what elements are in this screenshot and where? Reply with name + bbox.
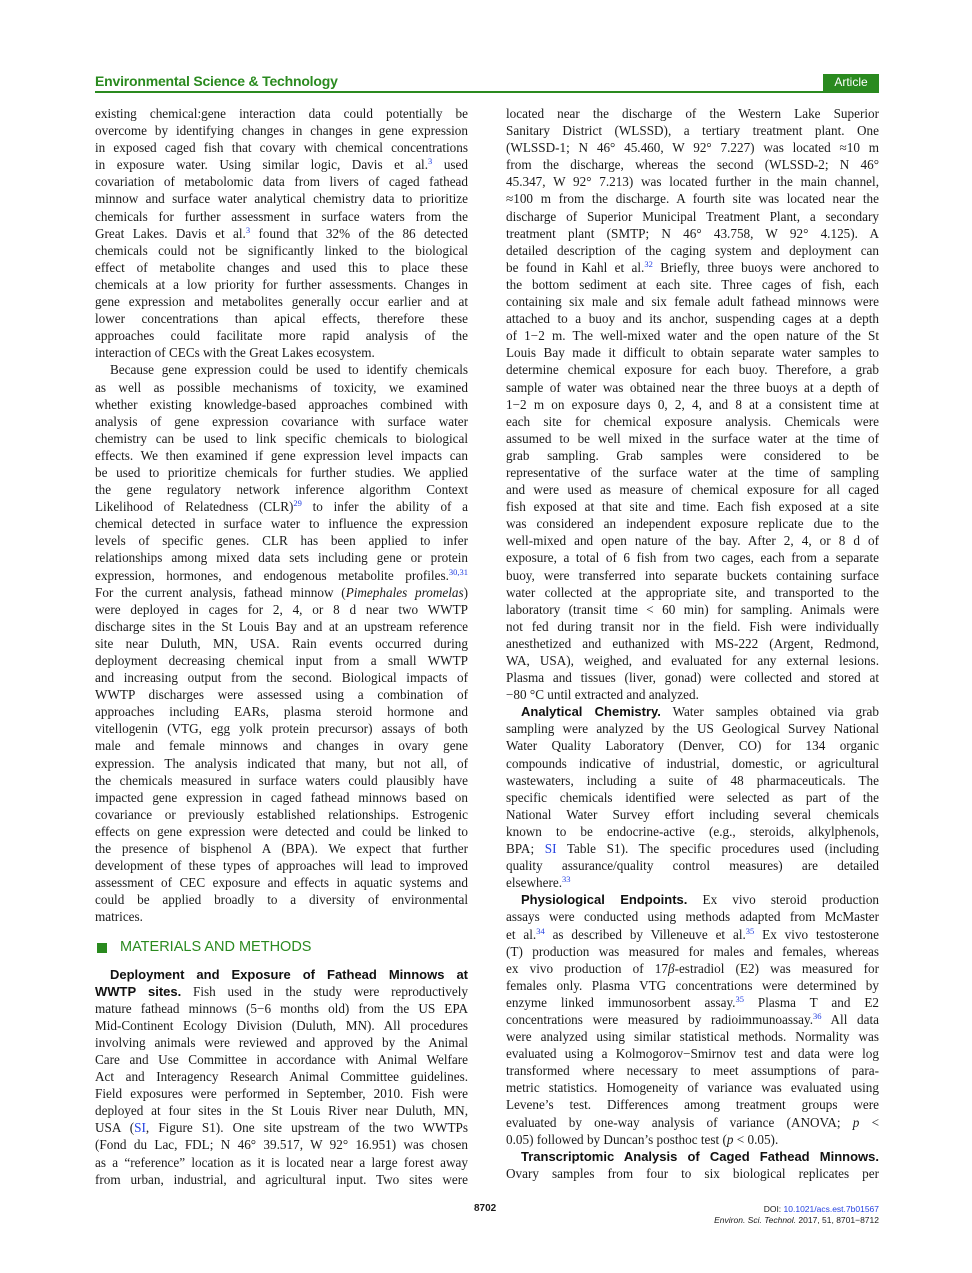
text-line: (T) production was measured for males and females, whereas [506, 943, 879, 959]
si-link[interactable]: SI [134, 1120, 146, 1136]
text-line: expression. The analysis indicated that many, but not all, of [95, 755, 468, 771]
text-line: representative of the surface water at the time of sampling [506, 464, 879, 480]
section-square-icon [97, 943, 107, 953]
text-line: WA, USA), weighed, and evaluated for any external lesions. [506, 653, 879, 668]
text-run: expression, hormones, and endogenous metabolite profiles. [95, 567, 449, 583]
text-line: and were used as measure of chemical exposure for all caged [506, 482, 879, 498]
text-line: be used to prioritize chemicals for further studies. We applied [95, 464, 468, 480]
text-line [506, 1148, 879, 1165]
left-column [95, 105, 468, 1188]
text-run: Great Lakes. Davis et al. [95, 225, 246, 241]
text-line: assessment of CEC exposure and effects in aquatic systems and [95, 875, 468, 891]
section-heading-text: MATERIALS AND METHODS [120, 938, 312, 955]
text-line: females only. Plasma VTG concentrations were determined by [506, 977, 879, 993]
right-column [506, 105, 879, 1182]
text-run: concentrations were measured by radioimmunoassay. [506, 1011, 814, 1027]
text-line: sampling were analyzed by the US Geological Survey National [506, 721, 879, 737]
text-run: < [859, 1114, 879, 1130]
text-line [95, 498, 468, 515]
text-line: WWTP discharges were assessed using a combination of [95, 687, 468, 703]
text-run: Plasma T and E2 [743, 994, 879, 1010]
header-divider [95, 91, 879, 93]
text-line: in exposed caged fish that covary with chemical concentrations [95, 140, 468, 156]
text-line: evaluated using a Kolmogorov−Smirnov test and data were log [506, 1046, 879, 1062]
citation-ref-link[interactable]: 36 [813, 1010, 822, 1021]
citation-details: 2017, 51, 8701−8712 [796, 1215, 879, 1225]
doi-label: DOI: [763, 1204, 784, 1214]
text-line: chemical detected in surface water to influence the expression [95, 516, 468, 532]
text-line: Louis Bay made it difficult to obtain separate water samples to [506, 345, 879, 361]
text-line: metric statistics. Homogeneity of variance was evaluated using [506, 1080, 879, 1096]
text-run: ) [463, 584, 468, 600]
text-line [95, 966, 468, 983]
text-line: effects on gene expression were detected and could be linked to [95, 823, 468, 839]
text-line: overcome by identifying changes in changes in gene expression [95, 123, 468, 139]
text-line: interaction of CECs with the Great Lakes ecosystem. [95, 345, 375, 361]
text-line: were analyzed using similar statistical methods. Normality was [506, 1029, 879, 1045]
text-line: vitellogenin (VTG, egg yolk protein precursor) assays of both [95, 721, 468, 737]
text-run: to infer the ability of a [301, 499, 468, 515]
doi-line [764, 1204, 879, 1214]
run-in-subheading: Transcriptomic Analysis of Caged Fathead Minnows. [521, 1148, 879, 1164]
page-number: 8702 [474, 1203, 497, 1214]
text-line: quality assurance/quality control measures) are detailed [506, 858, 879, 874]
text-line: Water Quality Laboratory (Denver, CO) for 134 organic [506, 738, 879, 754]
text-line: determine chemical exposure for each buoy. Therefore, a grab [506, 362, 879, 378]
text-run: elsewhere. [506, 875, 563, 891]
text-line: mature fathead minnows (5−6 months old) from the US EPA [95, 1000, 468, 1016]
text-line [95, 584, 468, 601]
text-line: specific chemicals identified were selected as part of the [506, 789, 879, 805]
text-line: site near Duluth, MN, USA. Rain events occurred during [95, 635, 468, 651]
text-line: gene expression and metabolites generally occur earlier and at [95, 294, 468, 310]
text-line: compounds indicative of industrial, domestic, or agricultural [506, 755, 879, 771]
text-line: Because gene expression could be used to identify chemicals [110, 362, 468, 378]
paragraph [506, 105, 879, 703]
text-line: the chemicals measured in surface waters could plausibly have [95, 772, 468, 788]
paragraph [506, 1148, 879, 1182]
text-run: < 0.05). [733, 1131, 779, 1147]
text-line: from the discharge, whereas the second (WLSSD-2; N 46° [506, 157, 879, 173]
text-line: 1−2 m on exposure days 0, 2, 4, and 8 at a consistent time at [506, 396, 879, 412]
text-line: whether existing knowledge-based approaches combined with [95, 396, 468, 412]
text-run: USA ( [95, 1120, 135, 1136]
text-line: covariance or previously established relationships. Estrogenic [95, 806, 468, 822]
text-line: well-mixed and open nature of the bay. After 2, 4, or 8 d of [506, 533, 879, 549]
text-line [506, 960, 879, 977]
paragraph [95, 361, 468, 925]
text-line: were deployed in cages for 2, 4, or 8 d near two WWTP [95, 601, 468, 617]
text-line: minnow and surface water analytical chemistry data to prioritize [95, 191, 468, 207]
text-run: Water samples obtained via grab [660, 704, 879, 720]
text-line: −80 °C until extracted and analyzed. [506, 687, 699, 703]
text-line: each site for chemical exposure analysis. Chemicals were [506, 413, 879, 429]
text-line: not fed during transit nor in the field. Fish were individually [506, 618, 879, 634]
text-line: could be applied broadly to a diversity of environmental [95, 892, 468, 908]
paragraph [95, 105, 468, 361]
text-line: discharge of Superior Municipal Treatment Plant, a secondary [506, 208, 879, 224]
text-line [95, 225, 468, 242]
text-line: attached to a buoy and its anchor, suspending cages at a depth [506, 311, 879, 327]
text-run: in exposure water. Using similar logic, Davis et al. [95, 157, 429, 173]
text-run: -estradiol (E2) was measured for [674, 960, 879, 976]
citation-line [714, 1215, 879, 1225]
paragraph [506, 891, 879, 1147]
run-in-subheading: WWTP sites. [95, 983, 182, 999]
text-line: containing six male and six female adult fathead minnows were [506, 294, 879, 310]
text-line: Act and Interagency Research Animal Committee guidelines. [95, 1069, 468, 1085]
text-line: the bottom sediment at each site. Three cages of fish, each [506, 276, 879, 292]
text-line: fish exposed at that site and time. Each fish exposed at a site [506, 499, 879, 515]
text-run: BPA; [506, 841, 545, 857]
text-line [95, 567, 468, 584]
citation-ref-link[interactable]: 34 [536, 925, 545, 936]
text-line: ≈100 m from the discharge. A fourth site was located near the [506, 191, 879, 207]
text-line: was considered an independent exposure replicate due to the [506, 516, 879, 532]
citation-ref-link[interactable]: 30,31 [448, 566, 468, 577]
text-line: relationships among mixed data sets including gene or protein [95, 550, 468, 566]
article-type-badge: Article [823, 74, 879, 91]
section-heading [95, 926, 468, 966]
text-line: Sanitary District (WLSSD), a tertiary treatment plant. One [506, 123, 879, 139]
text-line: existing chemical:gene interaction data could potentially be [95, 106, 468, 121]
text-run: Ex vivo steroid production [687, 892, 879, 908]
text-line [506, 1131, 879, 1148]
text-line [506, 891, 879, 908]
text-run: ex vivo production of 17 [506, 960, 668, 976]
text-line: (Fond du Lac, FDL; N 46° 39.517, W 92° 16.951) was chosen [95, 1137, 468, 1153]
text-line: deployment decreasing chemical input from a small WWTP [95, 653, 468, 668]
citation-ref-link[interactable]: 35 [745, 925, 755, 936]
text-line [95, 1119, 468, 1136]
text-line: anesthetized and euthanized with MS-222 (Argent, Redmond, [506, 635, 879, 651]
text-line: sample of water was obtained near the three buoys at a depth of [506, 379, 879, 395]
text-run: Fish used in the study were reproductively [181, 983, 468, 999]
text-run: found that 32% of the 86 detected [250, 225, 468, 241]
text-line: of 1−2 m. The well-mixed water and the open nature of the St [506, 328, 879, 344]
text-line: as a “reference” location as it is located near a large forest away [95, 1154, 468, 1170]
text-line: Levene’s test. Differences among treatment groups were [506, 1097, 879, 1113]
journal-title: Environmental Science & Technology [95, 73, 338, 89]
text-line: grab sampling. Grab samples were considered to be [506, 447, 879, 463]
text-line: assays were conducted using methods adapted from McMaster [506, 909, 879, 925]
text-run: used [432, 157, 468, 173]
text-line: assumed to be well mixed in the surface water at the time of [506, 430, 879, 446]
text-run: Briefly, three buoys were anchored to [652, 259, 879, 275]
text-line [506, 703, 879, 720]
text-line: covariation of metabolomic data from livers of caged fathead [95, 174, 468, 190]
text-line: deployed at four sites in the St Louis River near Duluth, MN, [95, 1103, 468, 1119]
text-line: Care and Use Committee in accordance with Animal Welfare [95, 1051, 468, 1067]
text-run: enzyme linked immunosorbent assay. [506, 994, 736, 1010]
text-line: analysis of gene expression covariance with surface water [95, 413, 468, 429]
text-run: 0.05) followed by Duncan’s posthoc test ( [506, 1131, 727, 1147]
text-line [95, 983, 468, 1000]
text-line: chemicals could not be significantly linked to the biological [95, 242, 468, 258]
text-line: development of these types of approaches will lead to improved [95, 858, 468, 874]
text-line: impacted gene expression in caged fathead minnows based on [95, 789, 468, 805]
citation-ref-link[interactable]: 32 [644, 258, 653, 269]
text-run: For the current analysis, fathead minnow ( [95, 584, 346, 600]
text-line: lower concentrations than apical effects, therefore these [95, 311, 468, 327]
italic-text: p [726, 1131, 734, 1147]
italic-text: Pimephales promelas [345, 584, 464, 600]
text-line: laboratory (transit time < 60 min) for sampling. Animals were [506, 601, 879, 617]
text-line: male and female minnows and changes in ovary gene [95, 738, 468, 754]
italic-text: p [852, 1114, 860, 1130]
paragraph [95, 966, 468, 1188]
journal-abbrev: Environ. Sci. Technol. [714, 1215, 797, 1225]
text-line: exposure, a total of 6 fish from two cages, each from a separate [506, 550, 879, 566]
text-run: et al. [506, 926, 537, 942]
text-line: effect of metabolite changes and used this to place these [95, 259, 468, 275]
text-line: wastewaters, including a suite of 48 pharmaceuticals. The [506, 772, 879, 788]
citation-ref-link[interactable]: 33 [562, 874, 571, 885]
paragraph [506, 703, 879, 891]
text-line: from urban, industrial, and agricultural input. Two sites were [95, 1171, 468, 1187]
text-line: (WLSSD-1; N 46° 45.460, W 92° 7.227) was located ≈10 m [506, 140, 879, 156]
doi-link[interactable]: 10.1021/acs.est.7b01567 [783, 1204, 879, 1214]
text-line: Mid-Continent Ecology Division (Duluth, MN). All procedures [95, 1017, 468, 1033]
text-line: discharge sites in the St Louis Bay and at an upstream reference [95, 618, 468, 634]
text-line: known to be endocrine-active (e.g., steroids, alkylphenols, [506, 823, 879, 839]
run-in-subheading: Analytical Chemistry. [521, 704, 661, 720]
text-line: buoy, were transferred into separate buckets containing surface [506, 567, 879, 583]
text-run: Table S1). The specific procedures used (including [556, 841, 879, 857]
text-line: located near the discharge of the Western Lake Superior [506, 106, 879, 121]
citation-ref-link[interactable]: 3 [245, 224, 251, 235]
run-in-subheading: Deployment and Exposure of Fathead Minnows at [110, 966, 468, 982]
text-line: treatment plant (SMTP; N 46° 43.758, W 92° 4.125). A [506, 225, 879, 241]
text-line [506, 926, 879, 943]
text-run: All data [821, 1011, 879, 1027]
text-run: Ex vivo testosterone [754, 926, 879, 942]
text-line: involving animals were reviewed and approved by the Animal [95, 1034, 468, 1050]
text-line: and increasing output from the second. Biological impacts of [95, 670, 468, 686]
text-run: , Figure S1). One site upstream of the two WWTPs [145, 1120, 468, 1136]
text-line [506, 874, 879, 891]
text-line [506, 994, 879, 1011]
text-line: the presence of bisphenol A (BPA). We expect that further [95, 841, 468, 857]
text-line: 45.347, W 92° 7.213) was located further in the main channel, [506, 174, 879, 190]
citation-ref-link[interactable]: 29 [293, 498, 302, 509]
text-line: approaches including EARs, plasma steroid hormone and [95, 704, 468, 720]
text-line [95, 156, 468, 173]
italic-text: β [667, 960, 675, 976]
text-line: the gene regulatory network inference algorithm Context [95, 482, 468, 498]
text-line: Field exposures were performed in September, 2010. Fish were [95, 1086, 468, 1102]
text-run: be found in Kahl et al. [506, 259, 645, 275]
text-line: matrices. [95, 909, 143, 925]
text-line: water collected at the appropriate site, and transported to the [506, 584, 879, 600]
text-line [506, 1114, 879, 1131]
text-line [506, 1011, 879, 1028]
text-line [506, 840, 879, 857]
text-line: approaches could facilitate more rapid analysis of the [95, 328, 468, 344]
run-in-subheading: Physiological Endpoints. [521, 892, 688, 908]
si-link[interactable]: SI [544, 841, 557, 857]
text-line: effects. We then examined if gene expression level impacts can [95, 447, 468, 463]
text-line: Plasma and tissues (liver, gonad) were collected and stored at [506, 670, 879, 686]
text-line: chemicals for further assessment in surface waters from the [95, 208, 468, 224]
citation-ref-link[interactable]: 3 [428, 156, 433, 167]
text-run: as described by Villeneuve et al. [544, 926, 746, 942]
text-run: Likelihood of Relatedness (CLR) [95, 499, 294, 515]
text-line: levels of specific genes. CLR has been applied to infer [95, 533, 468, 549]
citation-ref-link[interactable]: 35 [735, 993, 744, 1004]
text-line: transformed where necessary to meet assumptions of para- [506, 1063, 879, 1079]
text-line [506, 259, 879, 276]
text-line: National Water Survey effort including several chemicals [506, 806, 879, 822]
text-line: as well as possible mechanisms of toxicity, we examined [95, 379, 468, 395]
text-line: chemicals at a low priority for further assessments. Changes in [95, 276, 468, 292]
text-line: chemistry can be used to link specific chemicals to biological [95, 430, 468, 446]
text-run: evaluated by one-way analysis of variance (ANOVA; [506, 1114, 853, 1130]
text-line: detailed description of the caging system and deployment can [506, 242, 879, 258]
text-line: Ovary samples from four to six biological replicates per [506, 1165, 879, 1181]
